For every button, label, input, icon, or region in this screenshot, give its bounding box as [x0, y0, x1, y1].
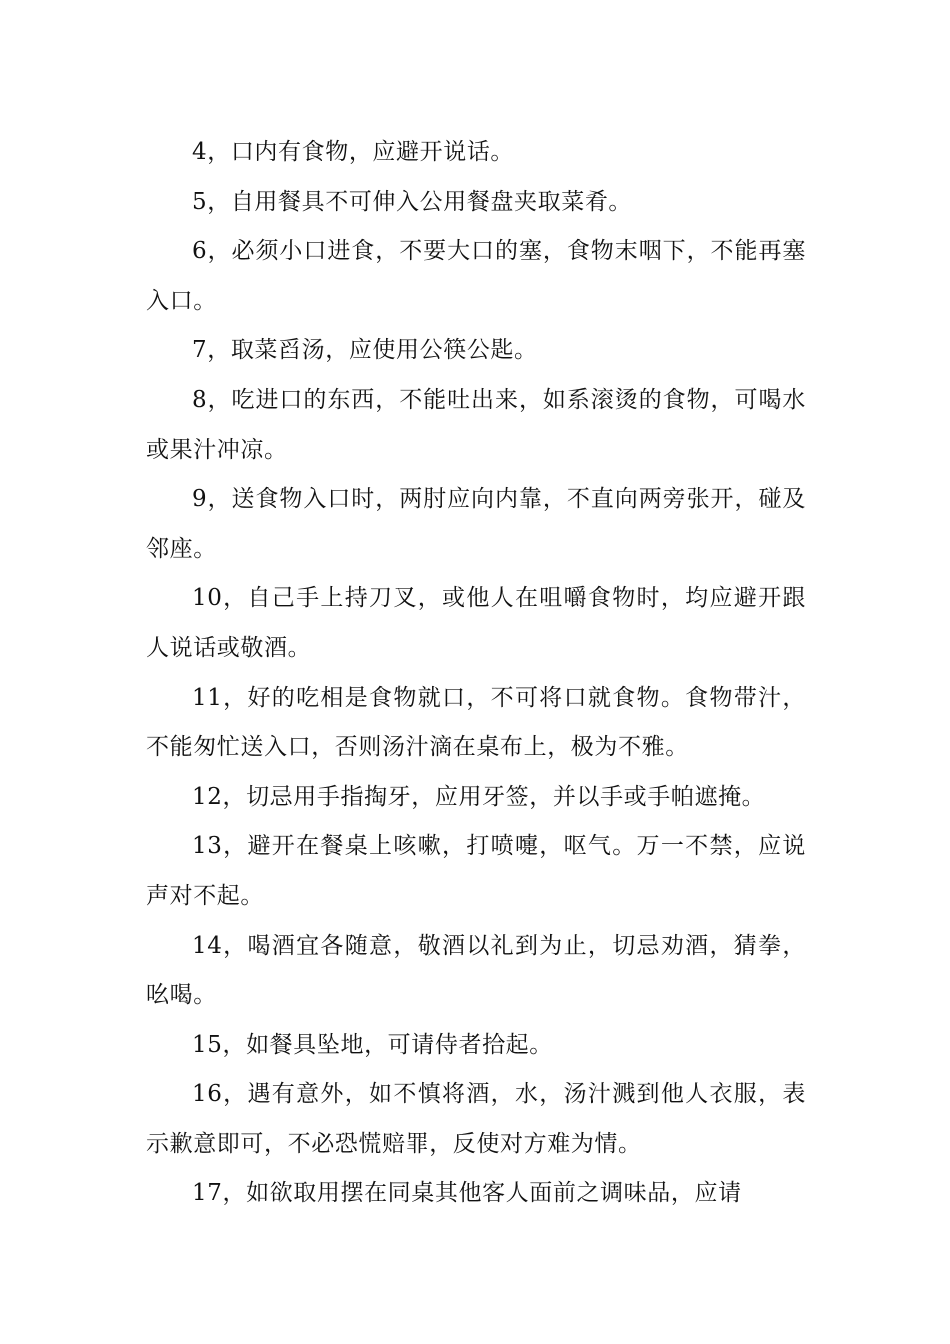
paragraph-rule-14: 14，喝酒宜各随意，敬酒以礼到为止，切忌劝酒，猜拳，吆喝。 — [146, 932, 806, 1009]
paragraph-rule-4: 4，口内有食物，应避开说话。 — [192, 139, 515, 165]
paragraph-rule-6: 6，必须小口进食，不要大口的塞，食物末咽下，不能再塞入口。 — [146, 238, 806, 314]
paragraph-rule-15: 15，如餐具坠地，可请侍者拾起。 — [192, 1031, 553, 1058]
paragraph-rule-7: 7，取菜舀汤，应使用公筷公匙。 — [192, 337, 538, 364]
paragraph-rule-13: 13，避开在餐桌上咳嗽，打喷嚏，呕气。万一不禁，应说声对不起。 — [146, 833, 806, 909]
paragraph-rule-10: 10，自己手上持刀叉，或他人在咀嚼食物时，均应避开跟人说话或敬酒。 — [146, 585, 806, 661]
paragraph-rule-12: 12，切忌用手指掏牙，应用牙签，并以手或手帕遮掩。 — [192, 783, 766, 810]
paragraph-rule-11: 11，好的吃相是食物就口，不可将口就食物。食物带汁，不能匆忙送入口，否则汤汁滴在桌布上，极为不雅。 — [146, 684, 806, 761]
paragraph-rule-5: 5，自用餐具不可伸入公用餐盘夹取菜肴。 — [192, 188, 633, 215]
paragraph-rule-9: 9，送食物入口时，两肘应向内靠，不直向两旁张开，碰及邻座。 — [146, 486, 806, 562]
document-body — [146, 128, 806, 1219]
paragraph-rule-16: 16，遇有意外，如不慎将酒，水，汤汁溅到他人衣服，表示歉意即可，不必恐慌赔罪，反使对方难为情。 — [146, 1081, 806, 1157]
paragraph-rule-8: 8，吃进口的东西，不能吐出来，如系滚烫的食物，可喝水或果汁冲凉。 — [146, 386, 806, 463]
paragraph-rule-17: 17，如欲取用摆在同桌其他客人面前之调味品，应请 — [192, 1180, 742, 1207]
